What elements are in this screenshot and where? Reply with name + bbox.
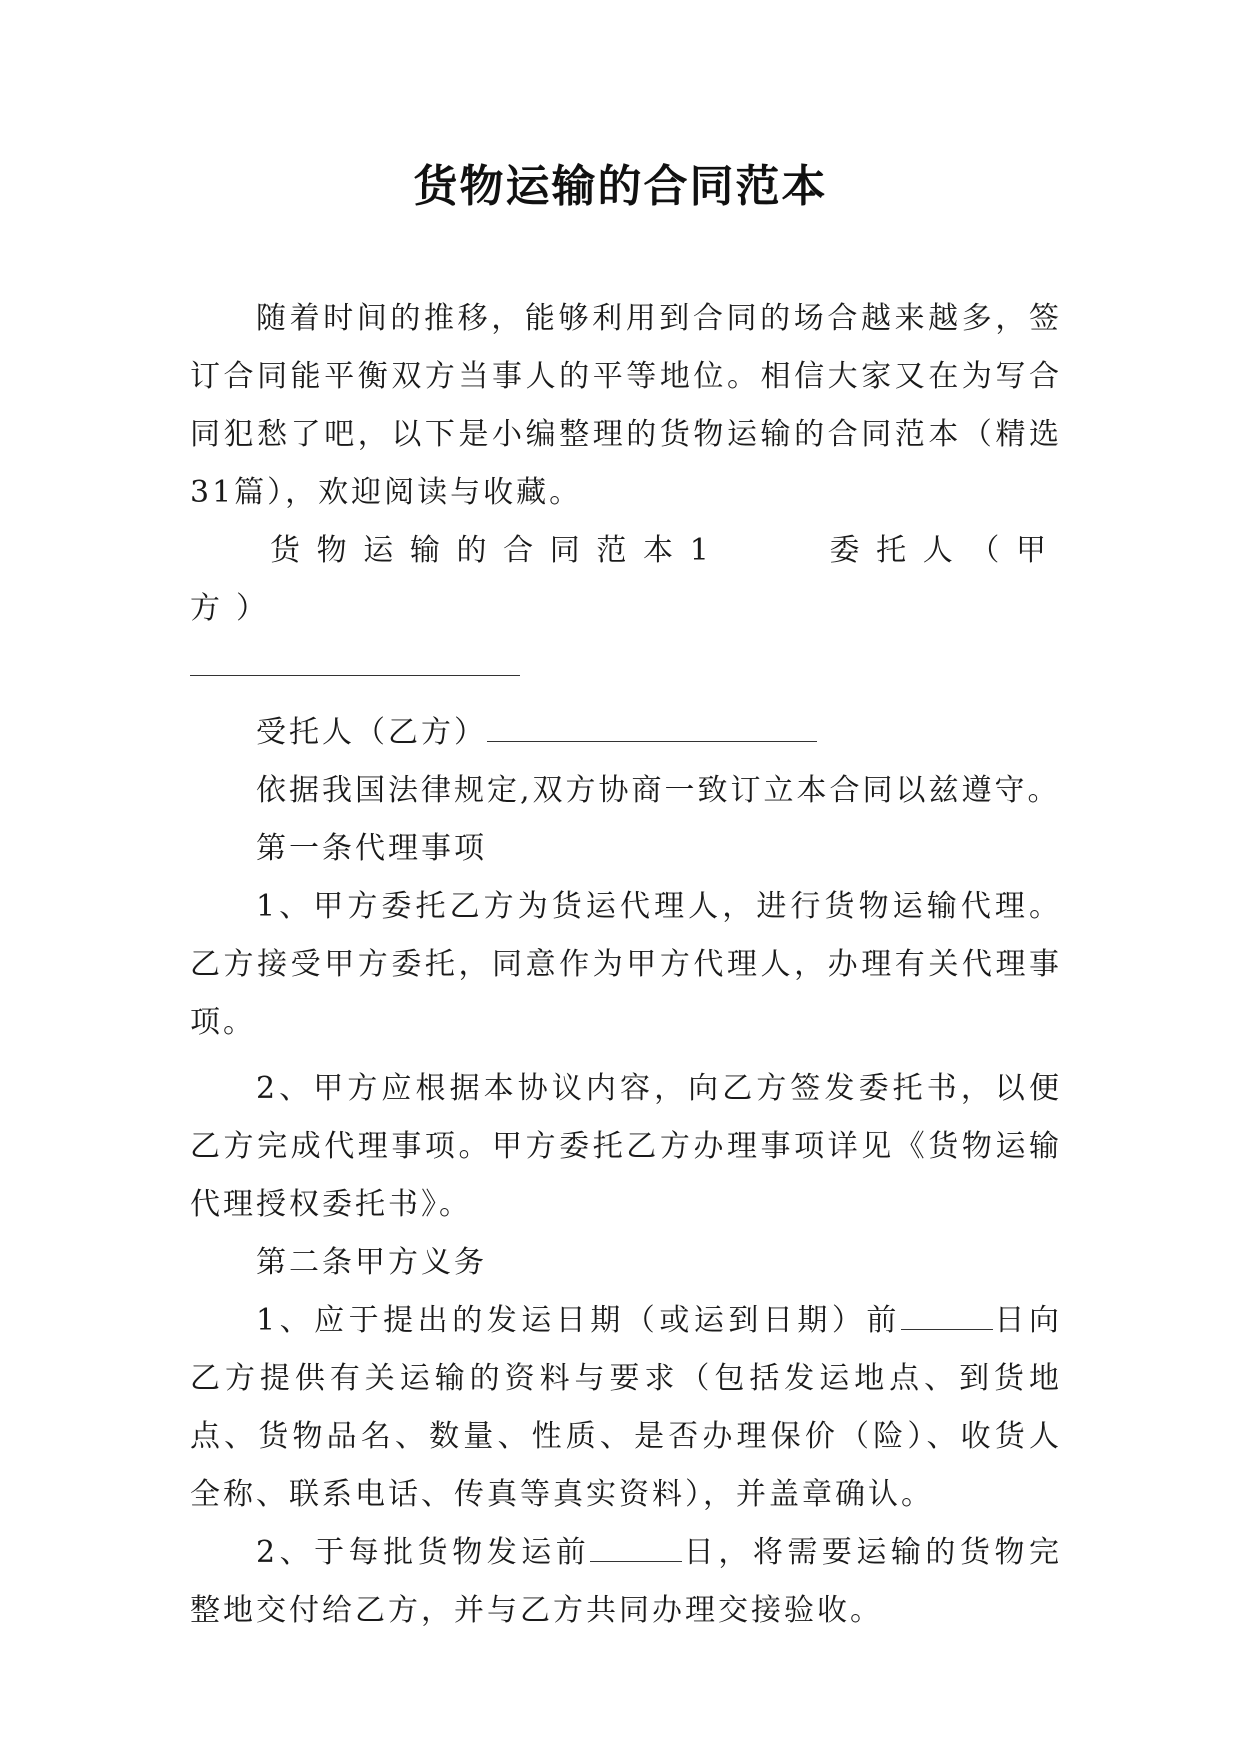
article2-item1-start: 1、应于提出的发运日期（或运到日期）前 [256,1303,901,1338]
intro-paragraph: 随着时间的推移，能够利用到合同的场合越来越多，签订合同能平衡双方当事人的平等地位。相信大家又在为写合同犯愁了吧，以下是小编整理的货物运输的合同范本（精选31篇），欢迎阅读与收藏。 [190,301,1062,510]
party-b-label: 受托人（乙方） [256,715,487,750]
article2-title: 第二条甲方义务 [256,1245,487,1280]
party-b-blank [487,719,817,742]
article2-item1-end: 日向乙方提供有关运输的资料与要求（包括发运地点、到货地点、货物品名、数量、性质、是否办理保价（险）、收货人全称、联系电话、传真等真实资料），并盖章确认。 [190,1303,1063,1512]
party-a-label: 委托人（甲方） [190,533,1062,626]
article1-item1: 1、甲方委托乙方为货运代理人，进行货物运输代理。乙方接受甲方委托，同意作为甲方代理人，办理有关代理事项。 [190,889,1062,1040]
document-title: 货物运输的合同范本 [413,161,828,212]
article2-item2-end: 日，将需要运输的货物完整地交付给乙方，并与乙方共同办理交接验收。 [190,1535,1062,1628]
section-heading-line [190,522,1062,638]
article2-item2-blank [590,1539,682,1562]
section-heading: 货物运输的合同范本1 [270,533,725,568]
party-a-blank-line [190,638,1062,696]
article2-item1-blank [901,1307,993,1330]
party-a-blank [190,653,520,676]
party-b-line [190,704,1062,762]
article1-title: 第一条代理事项 [256,831,487,866]
preamble: 依据我国法律规定,双方协商一致订立本合同以兹遵守。 [256,773,1061,808]
article2-item2 [190,1524,1062,1640]
article1-item2: 2、甲方应根据本协议内容，向乙方签发委托书，以便乙方完成代理事项。甲方委托乙方办理事项详见《货物运输代理授权委托书》。 [190,1071,1062,1222]
article2-item2-start: 2、于每批货物发运前 [256,1535,591,1570]
article2-item1 [190,1292,1062,1524]
document-body [190,290,1062,1640]
